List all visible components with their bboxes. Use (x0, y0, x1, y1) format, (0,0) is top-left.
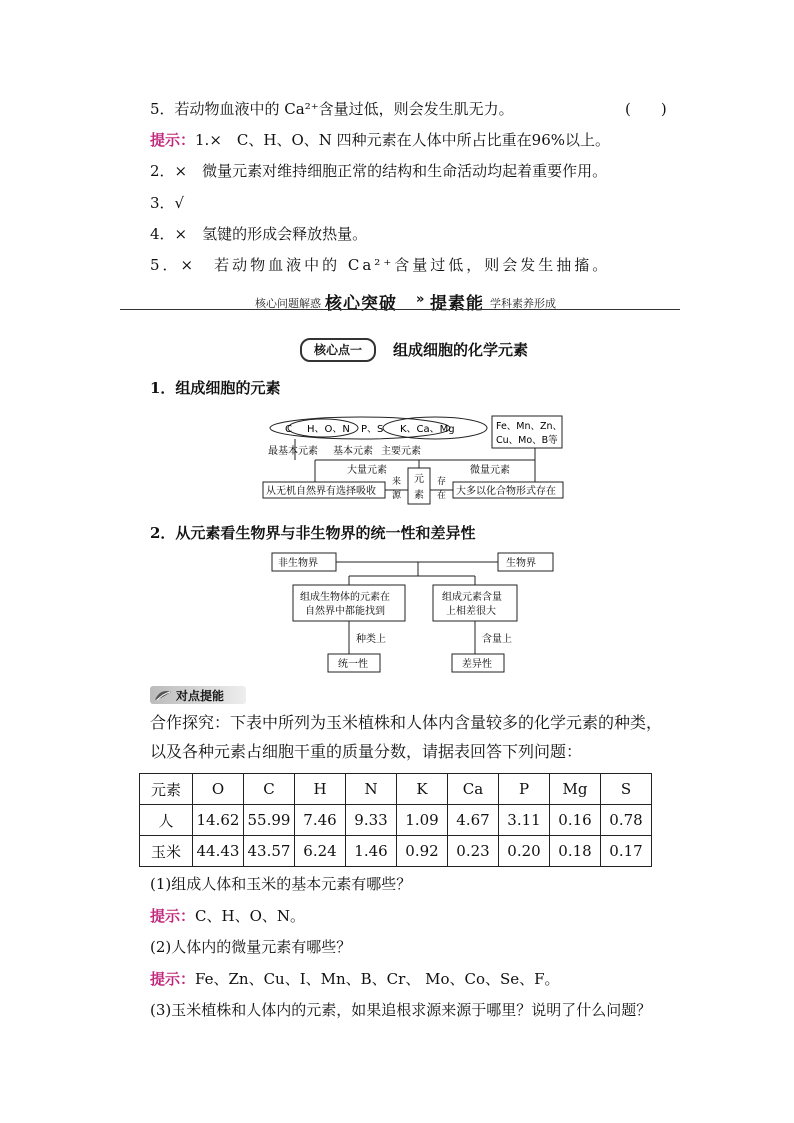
diagram-kind: 种类上 (356, 634, 386, 645)
diagram-living: 生物界 (506, 558, 536, 569)
table-header-cell: Ca (448, 774, 499, 805)
diagram-main: 主要元素 (381, 446, 421, 457)
table-header-cell: Mg (550, 774, 601, 805)
keypoint-badge: 核心点一 (300, 338, 376, 362)
diagram-hon: H、O、N (307, 424, 350, 435)
table-header-cell: 元素 (140, 774, 193, 805)
question-1: (1)组成人体和玉米的基本元素有哪些？ (150, 875, 412, 893)
answer-2: 2．× 微量元素对维持细胞正常的结构和生命活动均起着重要作用。 (150, 162, 608, 180)
diagram-trace-2: Cu、Mo、B等 (496, 435, 558, 446)
hint-label: 提示： (150, 970, 196, 988)
table-cell: 1.09 (397, 805, 448, 836)
diagram-source-2: 源 (392, 491, 402, 501)
hint-label: 提示： (150, 131, 196, 149)
inquiry-line-2: 以及各种元素占细胞干重的质量分数，请据表回答下列问题： (150, 742, 583, 761)
table-cell: 4.67 (448, 805, 499, 836)
element-content-table (139, 773, 652, 867)
keypoint-title: 组成细胞的化学元素 (393, 341, 529, 359)
question-2: (2)人体内的微量元素有哪些？ (150, 938, 352, 956)
diagram-exist-1: 存 (437, 477, 447, 487)
chevron-right-icon: » (416, 292, 426, 307)
diagram-center-2: 素 (414, 490, 424, 501)
diagram-diff: 差异性 (462, 659, 492, 670)
table-header-cell: K (397, 774, 448, 805)
answer-1: 1.× C、H、O、N 四种元素在人体中所占比重在96%以上。 (195, 131, 610, 149)
diagram-unity: 统一性 (338, 659, 368, 670)
diagram-trace-1: Fe、Mn、Zn、 (496, 421, 563, 432)
leaf-icon (153, 688, 173, 702)
table-header-cell: H (295, 774, 346, 805)
hint-q2 (150, 968, 560, 989)
table-cell: 0.20 (499, 836, 550, 867)
tip-badge-label: 对点提能 (176, 689, 225, 703)
hint-q1 (150, 905, 305, 926)
unity-diversity-diagram (268, 550, 558, 676)
diagram-box-right-1: 组成元素含量 (442, 592, 502, 603)
diagram-amount: 含量上 (482, 634, 512, 645)
banner-left-text: 核心问题解惑 (255, 297, 321, 310)
answer-3: 3．√ (150, 194, 185, 212)
table-cell: 9.33 (346, 805, 397, 836)
diagram-box-right-2: 上相差很大 (446, 606, 496, 617)
inquiry-paragraph (150, 708, 670, 766)
table-header-cell: P (499, 774, 550, 805)
section-banner (120, 289, 680, 314)
diagram-c: C (285, 424, 292, 435)
table-cell: 55.99 (244, 805, 295, 836)
table-header-cell: C (244, 774, 295, 805)
banner-rule (120, 309, 680, 310)
table-cell: 6.24 (295, 836, 346, 867)
element-composition-diagram (255, 410, 575, 506)
table-cell: 0.17 (601, 836, 652, 867)
diagram-exist-2: 在 (437, 491, 447, 501)
table-header-row (140, 774, 652, 805)
table-cell: 0.18 (550, 836, 601, 867)
tip-badge (150, 686, 246, 704)
table-cell: 14.62 (193, 805, 244, 836)
table-row (140, 836, 652, 867)
table-cell: 0.92 (397, 836, 448, 867)
table-cell: 3.11 (499, 805, 550, 836)
table-cell: 0.16 (550, 805, 601, 836)
diagram-ps: P、S (361, 424, 384, 435)
table-cell: 人 (140, 805, 193, 836)
answer-q1: C、H、O、N。 (195, 907, 305, 925)
question-3: (3)玉米植株和人体内的元素，如果追根求源来源于哪里？说明了什么问题？ (150, 1001, 652, 1019)
diagram-kcamg: K、Ca、Mg (400, 424, 455, 435)
table-cell: 玉米 (140, 836, 193, 867)
banner-main-2: 提素能 (430, 294, 484, 314)
diagram-most-basic: 最基本元素 (268, 446, 318, 457)
section-1-title: 1．组成细胞的元素 (150, 379, 281, 397)
answer-4: 4．× 氢键的形成会释放热量。 (150, 225, 368, 243)
diagram-left-box: 从无机自然界有选择吸收 (266, 486, 376, 497)
table-cell: 0.23 (448, 836, 499, 867)
hint-label: 提示： (150, 907, 196, 925)
banner-right-text: 学科素养形成 (490, 297, 556, 310)
diagram-right-box: 大多以化合物形式存在 (456, 486, 556, 497)
table-cell: 0.78 (601, 805, 652, 836)
diagram-box-left-1: 组成生物体的元素在 (300, 592, 390, 603)
diagram-box-left-2: 自然界中都能找到 (305, 606, 385, 617)
hint-line-1 (150, 129, 610, 150)
answer-parentheses: ( ) (625, 100, 667, 118)
table-cell: 7.46 (295, 805, 346, 836)
table-header-cell: N (346, 774, 397, 805)
answer-q2: Fe、Zn、Cu、I、Mn、B、Cr、 Mo、Co、Se、F。 (195, 970, 560, 988)
question-5: 5．若动物血液中的 Ca²⁺含量过低，则会发生肌无力。 (150, 100, 514, 118)
answer-5: 5．× 若动物血液中的 Ca²⁺含量过低，则会发生抽搐。 (150, 256, 611, 274)
banner-main-1: 核心突破 (325, 294, 397, 314)
diagram-basic: 基本元素 (333, 446, 373, 457)
diagram-center-1: 元 (414, 474, 424, 485)
diagram-nonliving: 非生物界 (278, 558, 318, 569)
table-cell: 43.57 (244, 836, 295, 867)
table-cell: 1.46 (346, 836, 397, 867)
table-row (140, 805, 652, 836)
diagram-source-1: 来 (392, 477, 402, 487)
table-header-cell: O (193, 774, 244, 805)
table-cell: 44.43 (193, 836, 244, 867)
diagram-major: 大量元素 (347, 465, 387, 476)
table-header-cell: S (601, 774, 652, 805)
section-2-title: 2．从元素看生物界与非生物界的统一性和差异性 (150, 524, 476, 542)
inquiry-line-1: 合作探究：下表中所列为玉米植株和人体内含量较多的化学元素的种类， (150, 713, 663, 732)
diagram-minor: 微量元素 (470, 465, 510, 476)
